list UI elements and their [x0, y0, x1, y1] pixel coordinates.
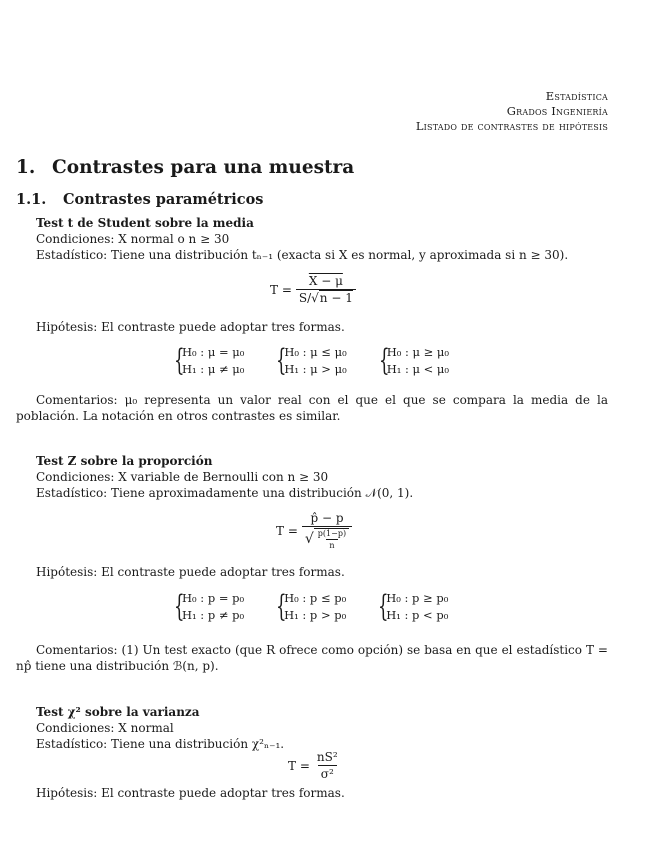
formula-inner-fraction [314, 528, 349, 550]
h1-label: H₁ : p ≠ p₀ [182, 608, 245, 622]
formula-fraction [296, 274, 356, 305]
test-t-title: Test t de Student sobre la media [36, 216, 254, 230]
h1-label: H₁ : μ ≠ μ₀ [182, 362, 245, 376]
h0-label: H₀ : p ≥ p₀ [386, 591, 449, 605]
test-t-statistic: Estadístico: Tiene una distribución tₙ₋₁ (exacta si X es normal, y aproximada si n ≥ 30). [36, 248, 569, 262]
formula-denominator: σ² [318, 765, 337, 781]
header-subject: Estadística [545, 89, 608, 103]
section-title: Contrastes para una muestra [52, 157, 355, 178]
hypothesis-two-sided: { H₀ : p = p₀ H₁ : p ≠ p₀ [174, 589, 245, 624]
hypothesis-right: { H₀ : μ ≤ μ₀ H₁ : μ > μ₀ [276, 343, 347, 378]
h1-label: H₁ : p < p₀ [386, 608, 449, 622]
formula-numerator: X − μ [308, 274, 343, 288]
formula-lhs: T = [276, 523, 298, 538]
test-z-comment: Comentarios: (1) Un test exacto (que R ofrece como opción) se basa en que el estadístico T = np̂ tiene una distribución ℬ(n, p). [16, 643, 608, 673]
h0-label: H₀ : μ ≥ μ₀ [386, 345, 450, 359]
subsection-number: 1.1. [16, 191, 47, 208]
h0-label: H₀ : μ ≤ μ₀ [284, 345, 347, 359]
test-z-conditions: Condiciones: X variable de Bernoulli con n ≥ 30 [36, 470, 329, 484]
hypothesis-left: { H₀ : p ≥ p₀ H₁ : p < p₀ [378, 589, 449, 624]
test-chi-conditions: Condiciones: X normal [36, 721, 174, 735]
hypothesis-right: { H₀ : p ≤ p₀ H₁ : p > p₀ [276, 589, 347, 624]
formula-fraction [314, 750, 341, 781]
formula-lhs: T = [270, 282, 292, 297]
test-t-hypotheses [172, 344, 479, 378]
header-document-title: Listado de contrastes de hipótesis [415, 119, 608, 133]
test-t-comment: Comentarios: μ₀ representa un valor real con el que el que se compara la media de la población. La notación en otros contrastes es similar. [16, 393, 608, 423]
h0-label: H₀ : p ≤ p₀ [284, 591, 347, 605]
hypothesis-left: { H₀ : μ ≥ μ₀ H₁ : μ < μ₀ [378, 343, 450, 378]
subsection-heading [16, 191, 263, 208]
formula-numerator: p̂ − p [310, 511, 344, 525]
formula-denominator [296, 289, 356, 305]
section-number: 1. [16, 157, 36, 178]
test-chi-formula [288, 750, 341, 781]
h0-label: H₀ : p = p₀ [182, 591, 245, 605]
test-chi-hypotheses-intro: Hipótesis: El contraste puede adoptar tres formas. [36, 786, 345, 800]
test-z-title: Test Z sobre la proporción [36, 454, 213, 468]
formula-fraction [302, 511, 352, 550]
test-z-statistic: Estadístico: Tiene aproximadamente una distribución 𝒩(0, 1). [36, 486, 414, 500]
formula-denominator: √ $\frac{p(1-p)}{n}$ [302, 526, 352, 550]
header-degree: Grados Ingeniería [506, 104, 608, 118]
formula-numerator: nS² [316, 750, 338, 764]
formula-den-root: n − 1 [319, 291, 353, 305]
inner-denominator: n [326, 539, 337, 550]
test-chi-title: Test χ² sobre la varianza [36, 705, 200, 719]
formula-lhs: T = [288, 758, 310, 773]
test-t-formula [270, 274, 356, 305]
inner-numerator: p(1−p) [317, 529, 347, 538]
formula-den-prefix: S/√ [298, 291, 319, 305]
test-t-conditions: Condiciones: X normal o n ≥ 30 [36, 232, 230, 246]
subsection-title: Contrastes paramétricos [63, 191, 264, 208]
test-z-formula [276, 511, 352, 550]
section-heading [16, 157, 354, 178]
h1-label: H₁ : μ < μ₀ [386, 362, 450, 376]
test-chi-statistic: Estadístico: Tiene una distribución χ²ₙ₋₁. [36, 737, 285, 751]
h1-label: H₁ : p > p₀ [284, 608, 347, 622]
test-z-hypotheses-intro: Hipótesis: El contraste puede adoptar tres formas. [36, 565, 345, 579]
test-t-hypotheses-intro: Hipótesis: El contraste puede adoptar tres formas. [36, 320, 345, 334]
h0-label: H₀ : μ = μ₀ [182, 345, 245, 359]
hypothesis-two-sided: { H₀ : μ = μ₀ H₁ : μ ≠ μ₀ [174, 343, 245, 378]
test-z-hypotheses [172, 590, 478, 624]
h1-label: H₁ : μ > μ₀ [284, 362, 347, 376]
